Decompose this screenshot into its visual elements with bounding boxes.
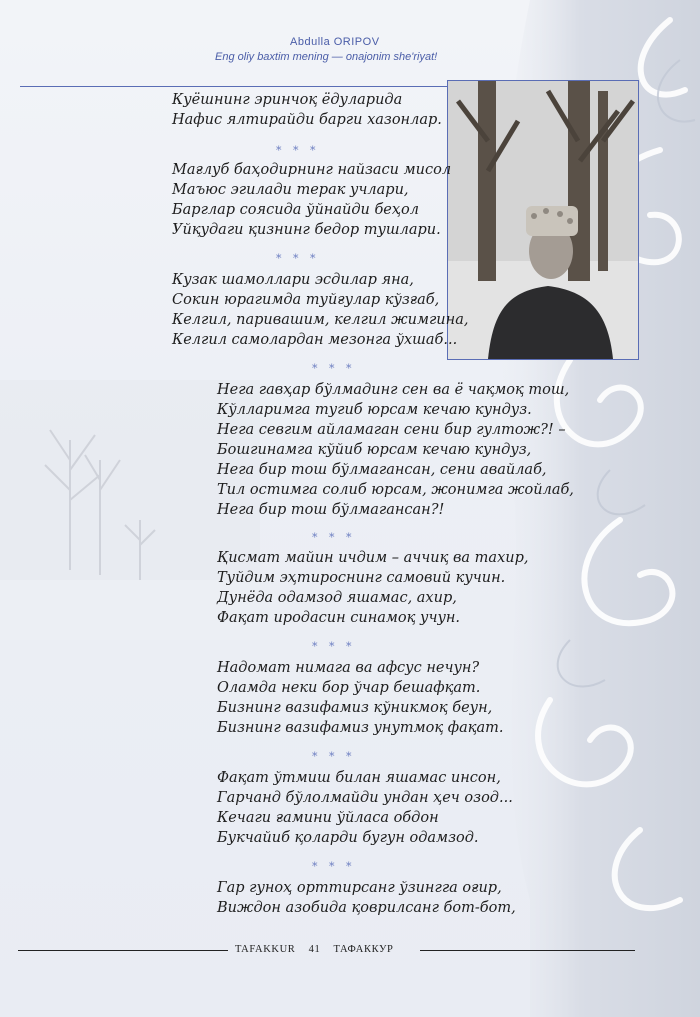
poem-line: Сокин юрагимда туйғулар кўзғаб, — [172, 292, 440, 308]
poem-line: Бошгинамга кўйиб юрсам кечаю кундуз, — [217, 442, 532, 458]
poem-line: Нафис ялтирайди барги хазонлар. — [172, 112, 442, 128]
stanza-7 — [217, 768, 513, 848]
poem-line: Барглар соясида ўйнайди беҳол — [172, 202, 419, 218]
footer-journal-cyrillic: ТАФАККУР — [333, 944, 394, 955]
stanza-separator: * * * — [312, 531, 356, 544]
poem-line: Нега бир тош бўлмагансан?! — [217, 502, 445, 518]
poem-line: Бизнинг вазифамиз унутмоқ фақат. — [217, 720, 504, 736]
poem-line: Нега гавҳар бўлмадинг сен ва ё чақмоқ тош, — [217, 382, 570, 398]
footer-rule-right — [420, 950, 635, 951]
poem-line: Маъюс эгилади терак учлари, — [172, 182, 409, 198]
poem-line: Кўлларимга тугиб юрсам кечаю кундуз. — [217, 402, 532, 418]
poem-line: Келгил, паривашим, келгил жимгина, — [172, 312, 469, 328]
poem-line: Фақат ўтмиш билан яшамас инсон, — [217, 770, 501, 786]
stanza-8 — [217, 878, 516, 918]
poem-line: Оламда неки бор ўчар бешафқат. — [217, 680, 481, 696]
stanza-separator: * * * — [312, 860, 356, 873]
poem-line: Қисмат майин ичдим – аччиқ ва тахир, — [217, 550, 529, 566]
stanza-4 — [217, 380, 574, 520]
page-number: 41 — [308, 944, 321, 955]
stanza-separator: * * * — [312, 640, 356, 653]
poem-line: Нега севгим айламаган сени бир гултож?! – — [217, 422, 566, 438]
stanza-separator: * * * — [312, 362, 356, 375]
poem-line: Бизнинг вазифамиз кўникмоқ беун, — [217, 700, 493, 716]
poem-line: Кечаги ғамини ўйласа обдон — [217, 810, 439, 826]
stanza-3 — [172, 270, 468, 350]
author-photo — [447, 80, 639, 360]
stanza-6 — [217, 658, 504, 738]
poem-line: Гар гуноҳ орттирсанг ўзингга оғир, — [217, 880, 502, 896]
poem-line: Кузак шамоллари эсдилар яна, — [172, 272, 414, 288]
stanza-separator: * * * — [276, 144, 320, 157]
header-subtitle: Eng oliy baxtim mening — onajonim she'riyat! — [215, 51, 438, 63]
poem-line: Тил остимга солиб юрсам, жонимга жойлаб, — [217, 482, 574, 498]
page-footer — [230, 944, 398, 955]
stanza-separator: * * * — [276, 252, 320, 265]
poem-line: Уйқудаги қизнинг бедор тушлари. — [172, 222, 441, 238]
stanza-2 — [172, 160, 451, 240]
poem-line: Нега бир тош бўлмагансан, сени авайлаб, — [217, 462, 547, 478]
poem-line: Гарчанд бўлолмайди ундан ҳеч озод... — [217, 790, 513, 806]
footer-journal-latin: TAFAKKUR — [235, 944, 296, 955]
poem-line: Виждон азобида қоврилсанг бот-бот, — [217, 900, 516, 916]
poem-line: Мағлуб баҳодирнинг найзаси мисол — [172, 162, 452, 178]
author-name: Abdulla ORIPOV — [290, 36, 380, 48]
poem-line: Туйдим эҳтироснинг самовий кучин. — [217, 570, 506, 586]
poem-line: Фақат иродасин синамоқ учун. — [217, 610, 461, 626]
poem-line: Дунёда одамзод яшамас, ахир, — [217, 590, 457, 606]
footer-rule-left — [18, 950, 228, 951]
poem-line: Букчайиб қоларди бугун одамзод. — [217, 830, 479, 846]
poem-line: Келгил самолардан мезонга ўхшаб... — [172, 332, 458, 348]
poem-line: Надомат нимага ва афсус нечун? — [217, 660, 480, 676]
stanza-separator: * * * — [312, 750, 356, 763]
stanza-1 — [172, 90, 442, 130]
poem-line: Куёшнинг эринчоқ ёдуларида — [172, 92, 403, 108]
stanza-5 — [217, 548, 528, 628]
